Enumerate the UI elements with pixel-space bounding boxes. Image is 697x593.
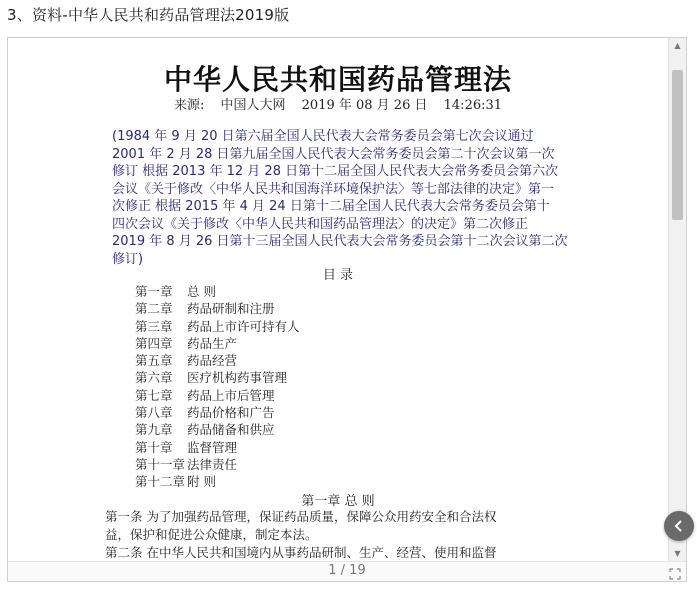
toc-chapter-num: 第四章 [135, 335, 173, 351]
toc-item [135, 335, 300, 352]
viewer-footer [8, 561, 686, 581]
toc-chapter-num: 第七章 [135, 387, 173, 403]
toc-item [135, 404, 300, 421]
scrollbar-thumb[interactable] [672, 70, 683, 220]
toc-item [135, 300, 300, 317]
article-line: 益，保护和促进公众健康，制定本法。 [105, 527, 318, 542]
revision-history [112, 128, 572, 268]
source-name: 中国人大网 [220, 98, 286, 113]
toc-chapter-title: 药品上市许可持有人 [187, 318, 300, 334]
toc-chapter-num: 第九章 [135, 422, 173, 438]
toc-chapter-title: 医疗机构药事管理 [187, 370, 288, 386]
preamble-line: 修订) [112, 251, 144, 267]
chevron-left-icon[interactable] [664, 511, 694, 541]
toc-chapter-title: 药品生产 [187, 335, 238, 351]
chapter-heading: 第一章 总 则 [301, 494, 375, 509]
toc-item [135, 318, 300, 335]
toc-chapter-num: 第十二章 [135, 474, 186, 490]
scroll-down-arrow-icon[interactable]: ▼ [674, 549, 681, 558]
toc-chapter-title: 药品上市后管理 [187, 387, 275, 403]
toc-chapter-title: 总 则 [187, 284, 216, 299]
toc-item [135, 456, 300, 473]
toc-chapter-title: 药品价格和广告 [187, 405, 275, 421]
document-page [8, 38, 668, 562]
article-line: 第一条 为了加强药品管理，保证药品质量，保障公众用药安全和合法权 [105, 509, 497, 524]
toc-chapter-title: 附 则 [187, 474, 216, 490]
toc-chapter-title: 药品储备和供应 [187, 422, 275, 438]
toc-item [135, 387, 300, 404]
preamble-line: 会议《关于修改〈中华人民共和国海洋环境保护法〉等七部法律的决定》第一 [112, 181, 555, 197]
toc-chapter-num: 第十一章 [135, 456, 186, 472]
toc-item [135, 369, 300, 386]
toc-chapter-num: 第一章 [135, 284, 173, 299]
toc-chapter-num: 第五章 [135, 353, 173, 369]
toc-item [135, 421, 300, 438]
page-indicator: 1 / 19 [328, 563, 366, 578]
publish-time: 14:26:31 [443, 98, 503, 113]
toc-chapter-num: 第六章 [135, 370, 173, 386]
toc-chapter-num: 第三章 [135, 318, 173, 334]
preamble-line: 2001 年 2 月 28 日第九届全国人民代表大会常务委员会第二十次会议第一次 [112, 146, 555, 162]
pdf-viewer[interactable] [7, 37, 687, 582]
document-meta [8, 94, 668, 113]
toc-item [135, 439, 300, 456]
toc-chapter-num: 第十章 [135, 439, 173, 455]
source-label: 来源: [173, 98, 205, 113]
preamble-line: 修订 根据 2013 年 12 月 28 日第十二届全国人民代表大会常务委员会第六次 [112, 164, 559, 179]
toc-chapter-num: 第八章 [135, 405, 173, 421]
toc-chapter-title: 法律责任 [187, 456, 238, 472]
preamble-line: (1984 年 9 月 20 日第六届全国人民代表大会常务委员会第七次会议通过 [112, 129, 534, 144]
expand-icon[interactable] [669, 565, 681, 577]
toc-title: 目 录 [322, 268, 354, 283]
toc-chapter-num: 第二章 [135, 301, 173, 317]
article-line: 第二条 在中华人民共和国境内从事药品研制、生产、经营、使用和监督 [105, 545, 497, 560]
vertical-scrollbar[interactable] [668, 38, 686, 562]
page-heading: 3、资料-中华人民共和药品管理法2019版 [7, 6, 290, 24]
toc-item [135, 473, 300, 490]
preamble-line: 次修正 根据 2015 年 4 月 24 日第十二届全国人民代表大会常务委员会第十 [112, 199, 550, 214]
toc-chapter-title: 监督管理 [187, 439, 238, 455]
scroll-up-arrow-icon[interactable]: ▲ [674, 41, 681, 50]
document-title: 中华人民共和国药品管理法 [163, 63, 512, 96]
publish-date: 2019 年 08 月 26 日 [301, 98, 428, 113]
table-of-contents [135, 283, 300, 491]
preamble-line: 四次会议《关于修改〈中华人民共和国药品管理法〉的决定》第二次修正 [112, 216, 529, 232]
toc-chapter-title: 药品经营 [187, 353, 238, 369]
toc-item [135, 283, 300, 300]
toc-chapter-title: 药品研制和注册 [187, 301, 275, 317]
toc-item [135, 352, 300, 369]
preamble-line: 2019 年 8 月 26 日第十三届全国人民代表大会常务委员会第十二次会议第二次 [112, 234, 568, 249]
